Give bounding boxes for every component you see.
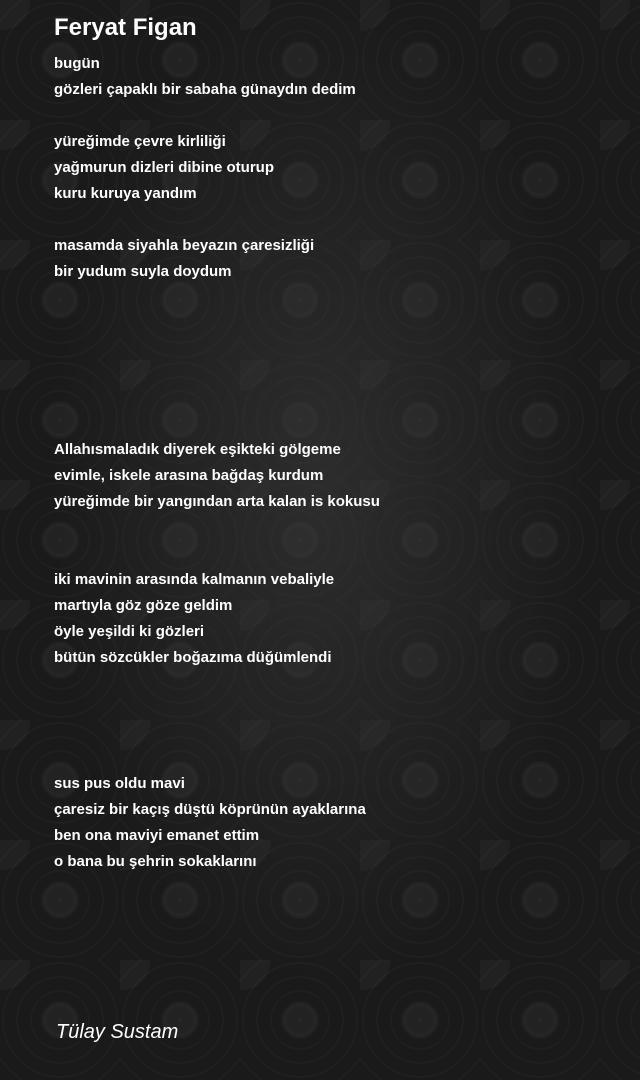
poem-line: çaresiz bir kaçış düştü köprünün ayaklarına: [54, 801, 366, 818]
poem-line: ben ona maviyi emanet ettim: [54, 827, 260, 844]
poem-author: Tülay Sustam: [56, 1021, 179, 1043]
poem-line: yağmurun dizleri dibine oturup: [54, 159, 275, 176]
poem-line: o bana bu şehrin sokaklarını: [54, 853, 257, 870]
poem-line: kuru kuruya yandım: [54, 185, 197, 202]
poem-line: yüreğimde bir yangından arta kalan is kokusu: [54, 493, 380, 510]
poem-line: martıyla göz göze geldim: [54, 597, 233, 614]
poem-title: Feryat Figan: [54, 14, 197, 41]
poem-line: evimle, iskele arasına bağdaş kurdum: [54, 467, 324, 484]
poem-line: bütün sözcükler boğazıma düğümlendi: [54, 649, 332, 666]
poem-line: Allahısmaladık diyerek eşikteki gölgeme: [54, 441, 341, 458]
poem-line: gözleri çapaklı bir sabaha günaydın dedim: [54, 81, 356, 98]
poem-line: bugün: [54, 55, 100, 72]
poem-line: bir yudum suyla doydum: [54, 263, 232, 280]
poem-line: iki mavinin arasında kalmanın vebaliyle: [54, 571, 335, 588]
poem-line: sus pus oldu mavi: [54, 775, 185, 792]
poem-line: masamda siyahla beyazın çaresizliği: [54, 237, 315, 254]
poem-line: öyle yeşildi ki gözleri: [54, 623, 205, 640]
poem-line: yüreğimde çevre kirliliği: [54, 133, 226, 150]
